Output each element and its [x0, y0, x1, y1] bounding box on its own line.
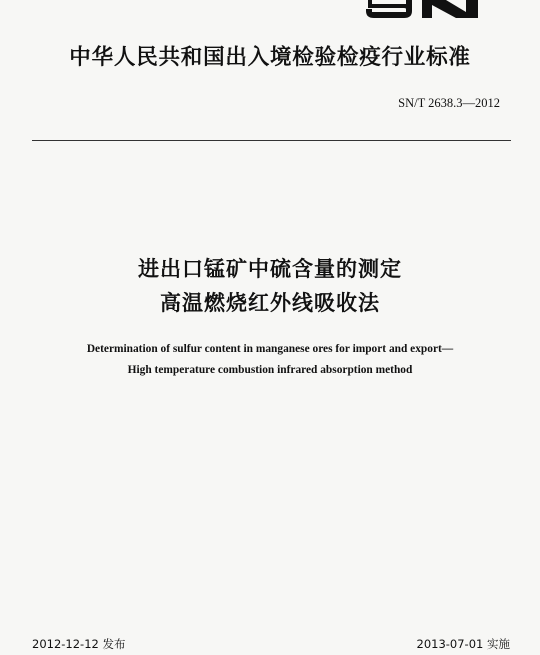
- standard-code: SN/T 2638.3—2012: [398, 96, 500, 110]
- organization-title: 中华人民共和国出入境检验检疫行业标准: [69, 45, 471, 70]
- chinese-title-line-1: 进出口锰矿中硫含量的测定: [138, 257, 402, 281]
- sn-logo-mark: [366, 0, 482, 20]
- effective-date: 2013-07-01 实施: [416, 637, 510, 651]
- sn-logo: [366, 0, 482, 20]
- english-title-line-1: Determination of sulfur content in manganese ores for import and export—: [86, 343, 454, 355]
- issue-date: 2012-12-12 发布: [32, 637, 126, 651]
- chinese-title-line-2: 高温燃烧红外线吸收法: [160, 291, 380, 315]
- header-divider: [32, 140, 511, 141]
- english-title-line-2: High temperature combustion infrared absorption method: [127, 364, 413, 376]
